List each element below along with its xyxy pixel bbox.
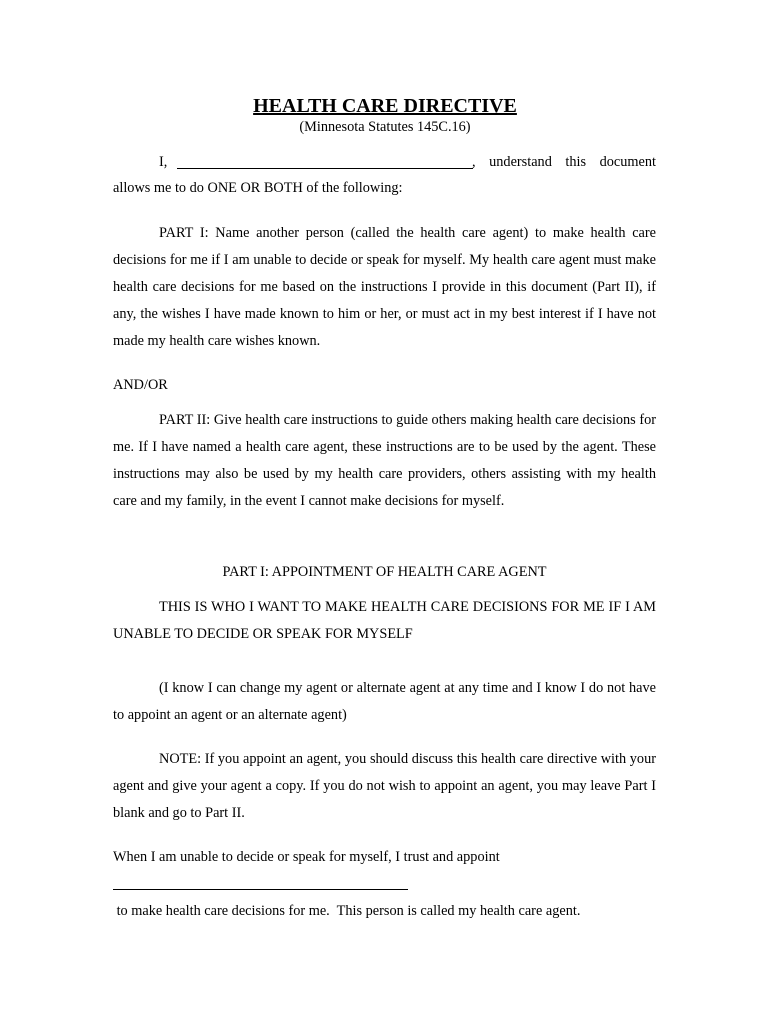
appoint-line: When I am unable to decide or speak for myself, I trust and appoint [113,849,500,865]
who-heading: THIS IS WHO I WANT TO MAKE HEALTH CARE DECISIONS FOR ME IF I AM UNABLE TO DECIDE OR SPEAK FOR MYSELF [113,599,656,642]
name-blank-line[interactable] [177,168,473,169]
intro-prefix: I, [159,154,168,170]
document-title: HEALTH CARE DIRECTIVE [253,95,517,117]
intro-suffix: , understand this document [472,154,656,170]
agent-line: to make health care decisions for me. This person is called my health care agent. [113,903,581,919]
document-subtitle: (Minnesota Statutes 145C.16) [299,119,471,135]
part1-paragraph: PART I: Name another person (called the health care agent) to make health care decisions for me if I am unable to decide or speak for myself. My health care agent must make health care decisions for me based on the instructions I provide in this document (Part II), if any, the wishes I have made known to him or her, or must act in my best interest if I have not made my health care wishes known. [113,225,656,349]
agent-name-blank-line[interactable] [113,889,408,890]
intro-line-2: allows me to do ONE OR BOTH of the following: [113,180,403,196]
and-or-label: AND/OR [113,377,168,393]
know-paragraph: (I know I can change my agent or alternate agent at any time and I know I do not have to appoint an agent or an alternate agent) [113,680,656,723]
part1-heading: PART I: APPOINTMENT OF HEALTH CARE AGENT [222,564,547,580]
note-paragraph: NOTE: If you appoint an agent, you should discuss this health care directive with your agent and give your agent a copy. If you do not wish to appoint an agent, you may leave Part I blank and go to Part II. [113,751,656,821]
part2-paragraph: PART II: Give health care instructions to guide others making health care decisions for me. If I have named a health care agent, these instructions are to be used by the agent. These instructions may also be used by my health care providers, others assisting with my health care and my family, in the event I cannot make decisions for myself. [113,412,656,509]
